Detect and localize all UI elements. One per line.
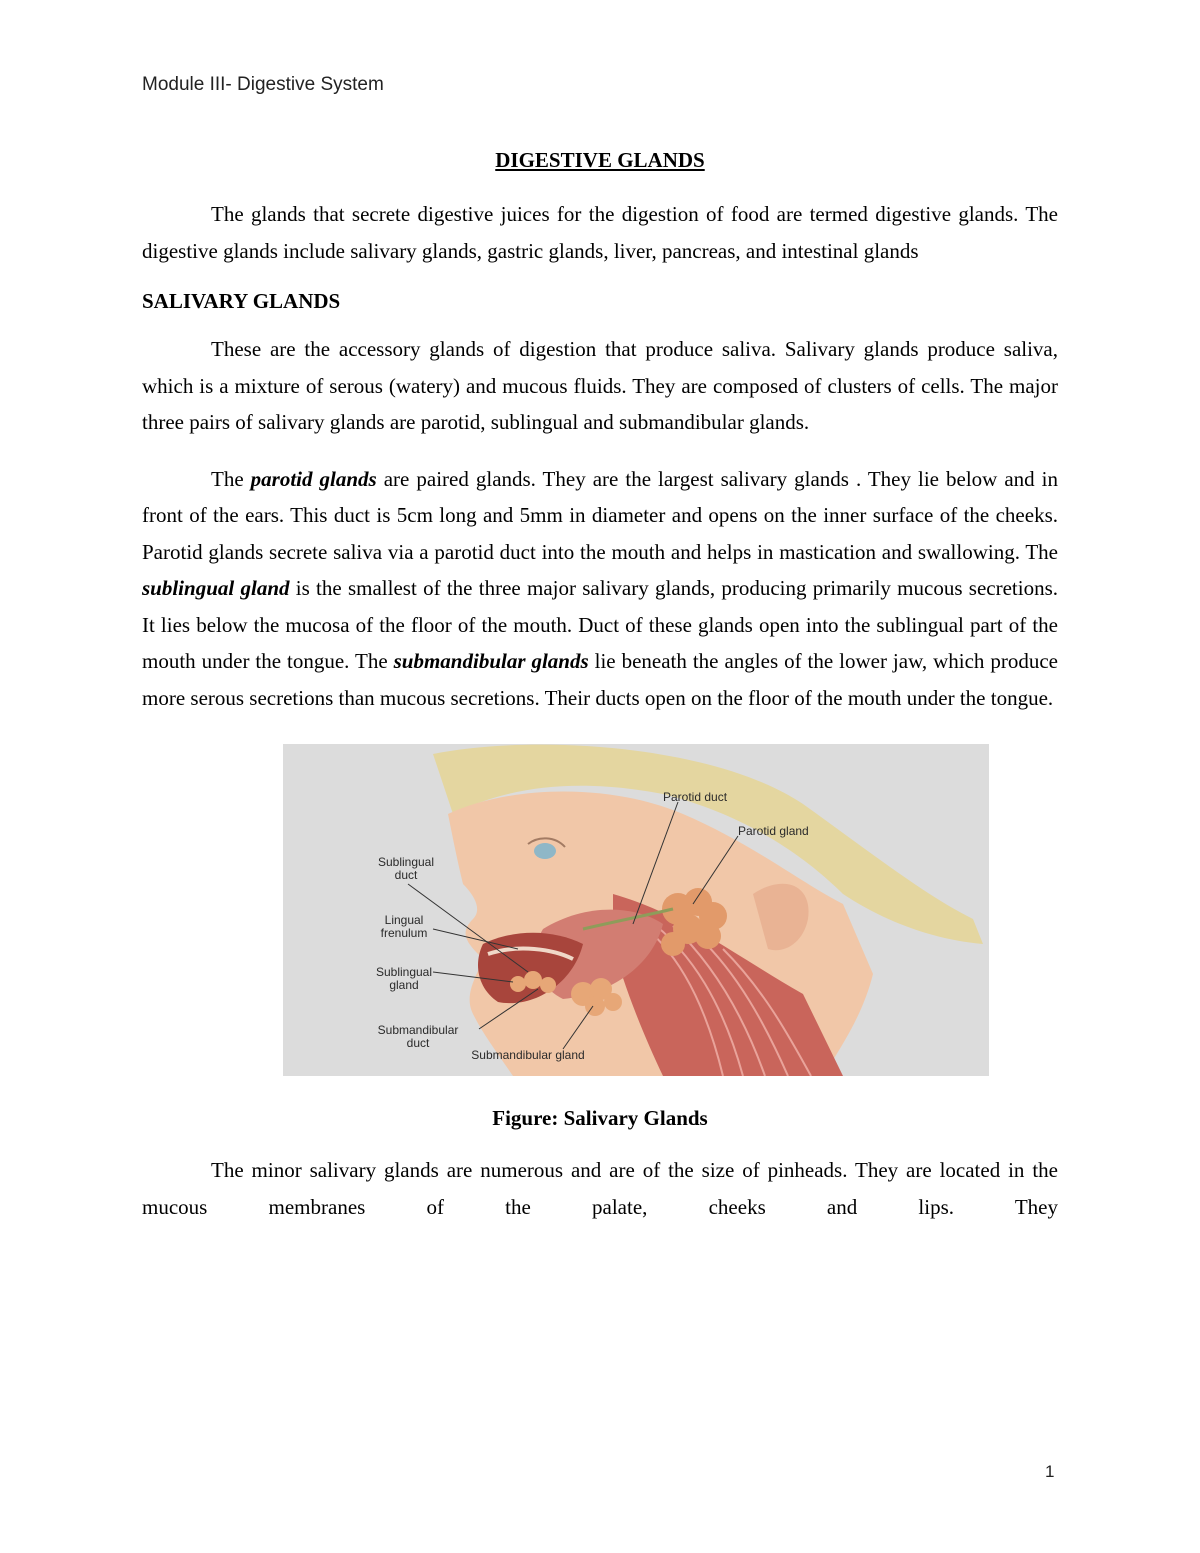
label-sublingual-duct: Sublingual duct <box>377 855 435 882</box>
major-glands-paragraph: The parotid glands are paired glands. They are the largest salivary glands . They lie below and in front of the ears. This duct is 5cm long and 5mm in diameter and opens on the inner surface of the cheeks. Parotid glands secrete saliva via a parotid duct into the mouth and helps in mastication and swallowing. The sublingual gland is the smallest of the three major salivary glands, producing primarily mucous secretions. It lies below the mucosa of the floor of the mouth. Duct of these glands open into the sublingual part of the mouth under the tongue. The submandibular glands lie beneath the angles of the lower jaw, which produce more serous secretions than mucous secretions. Their ducts open on the floor of the mouth under the tongue. <box>142 466 1059 710</box>
minor-glands-paragraph: The minor salivary glands are numerous and are of the size of pinheads. They are located in the mucous membranes of the palate, cheeks and lips. They <box>142 1158 1058 1219</box>
document-title: DIGESTIVE GLANDS <box>495 148 705 172</box>
term-submandibular: submandibular glands <box>393 649 589 673</box>
figure-caption: Figure: Salivary Glands <box>492 1106 708 1130</box>
salivary-paragraph: These are the accessory glands of digestion that produce saliva. Salivary glands produce saliva, which is a mixture of serous (watery) and mucous fluids. They are composed of clusters of cells. The major three pairs of salivary glands are parotid, sublingual and submandibular glands. <box>142 337 1058 434</box>
label-submandibular-duct: Submandibular duct <box>377 1023 459 1050</box>
document-body <box>142 146 1058 1225</box>
section-heading: SALIVARY GLANDS <box>142 289 341 313</box>
intro-paragraph: The glands that secrete digestive juices for the digestion of food are termed digestive glands. The digestive glands include salivary glands, gastric glands, liver, pancreas, and intestinal glands <box>142 202 1058 263</box>
label-lingual-frenulum: Lingual frenulum <box>380 913 428 940</box>
label-sublingual-gland: Sublingual gland <box>375 965 433 992</box>
page-number: 1 <box>1045 1462 1055 1481</box>
salivary-glands-figure <box>283 744 989 1076</box>
page-header: Module III- Digestive System <box>142 74 384 95</box>
term-sublingual: sublingual gland <box>142 576 290 600</box>
term-parotid: parotid glands <box>250 466 377 491</box>
label-parotid-duct: Parotid duct <box>663 790 728 804</box>
label-parotid-gland: Parotid gland <box>738 824 809 838</box>
label-submandibular-gland: Submandibular gland <box>471 1048 585 1062</box>
